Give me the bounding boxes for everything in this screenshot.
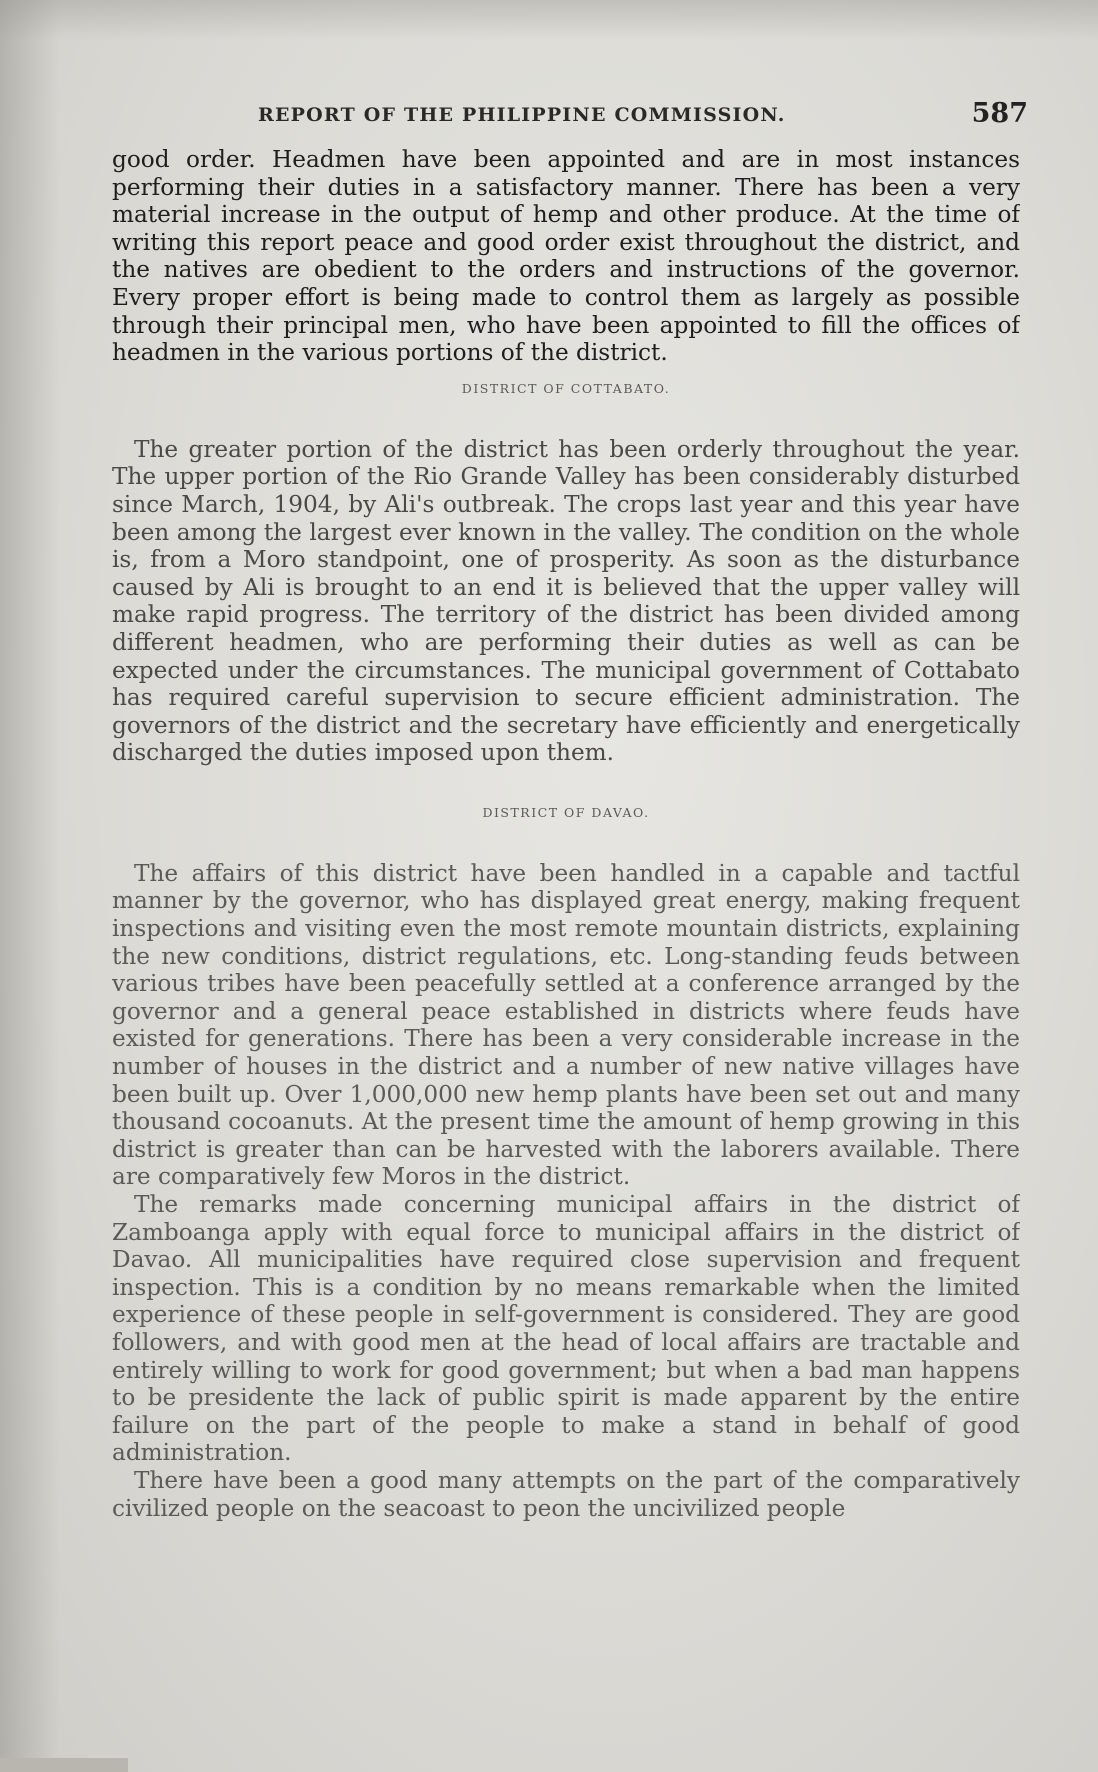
body-text xyxy=(112,146,1020,1626)
page-edge-shadow xyxy=(0,0,60,1772)
page-header xyxy=(258,98,1028,138)
page-top-shadow xyxy=(0,0,1098,40)
section-heading-davao: DISTRICT OF DAVAO. xyxy=(482,804,650,820)
running-title: REPORT OF THE PHILIPPINE COMMISSION. xyxy=(258,104,786,126)
paragraph-municipal-remarks: The remarks made concerning municipal affairs in the district of Zamboanga apply with equal force to municipal affairs in the district of Davao. All municipalities have required close supervision and frequent inspection. This is a condition by no means remarkable when the limited experience of these people in self-government is considered. They are good followers, and with good men at the head of local affairs are tractable and entirely willing to work for good government; but when a bad man happens to be presidente the lack of public spirit is made apparent by the entire failure on the part of the people to make a stand in behalf of good administration. xyxy=(112,1191,1020,1467)
section-heading-cottabato: DISTRICT OF COTTABATO. xyxy=(461,380,671,396)
paragraph-davao-affairs: The affairs of this district have been handled in a capable and tactful manner by the governor, who has displayed great energy, making frequent inspections and visiting even the most remote mountain districts, explaining the new conditions, district regulations, etc. Long-standing feuds between various tribes have been peacefully settled at a conference arranged by the governor and a general peace established in districts where feuds have existed for generations. There has been a very considerable increase in the number of houses in the district and a number of new native villages have been built up. Over 1,000,000 new hemp plants have been set out and many thousand cocoanuts. At the present time the amount of hemp growing in this district is greater than can be harvested with the laborers available. There are comparatively few Moros in the district. xyxy=(112,859,1020,1191)
scan-footer-mark xyxy=(0,1758,128,1772)
page-number: 587 xyxy=(971,98,1028,129)
paragraph-cottabato: The greater portion of the district has been orderly throughout the year. The upper portion of the Rio Grande Valley has been considerably disturbed since March, 1904, by Ali's outbreak. The crops last year and this year have been among the largest ever known in the valley. The condition on the whole is, from a Moro standpoint, one of prosperity. As soon as the disturbance caused by Ali is brought to an end it is believed that the upper valley will make rapid progress. The territory of the district has been divided among different headmen, who are performing their duties as well as can be expected under the circumstances. The municipal government of Cottabato has required careful supervision to secure efficient administration. The governors of the district and the secretary have efficiently and energetically discharged the duties imposed upon them. xyxy=(112,435,1020,767)
paragraph-seacoast-attempts: There have been a good many attempts on the part of the comparatively civilized people on the seacoast to peon the uncivilized people xyxy=(112,1466,1020,1522)
paragraph-good-order: good order. Headmen have been appointed and are in most instances performing their duties in a satisfactory manner. There has been a very material increase in the output of hemp and other produce. At the time of writing this report peace and good order exist throughout the district, and the natives are obedient to the orders and instructions of the governor. Every proper effort is being made to control them as largely as possible through their principal men, who have been appointed to fill the offices of headmen in the various portions of the district. xyxy=(112,146,1020,367)
